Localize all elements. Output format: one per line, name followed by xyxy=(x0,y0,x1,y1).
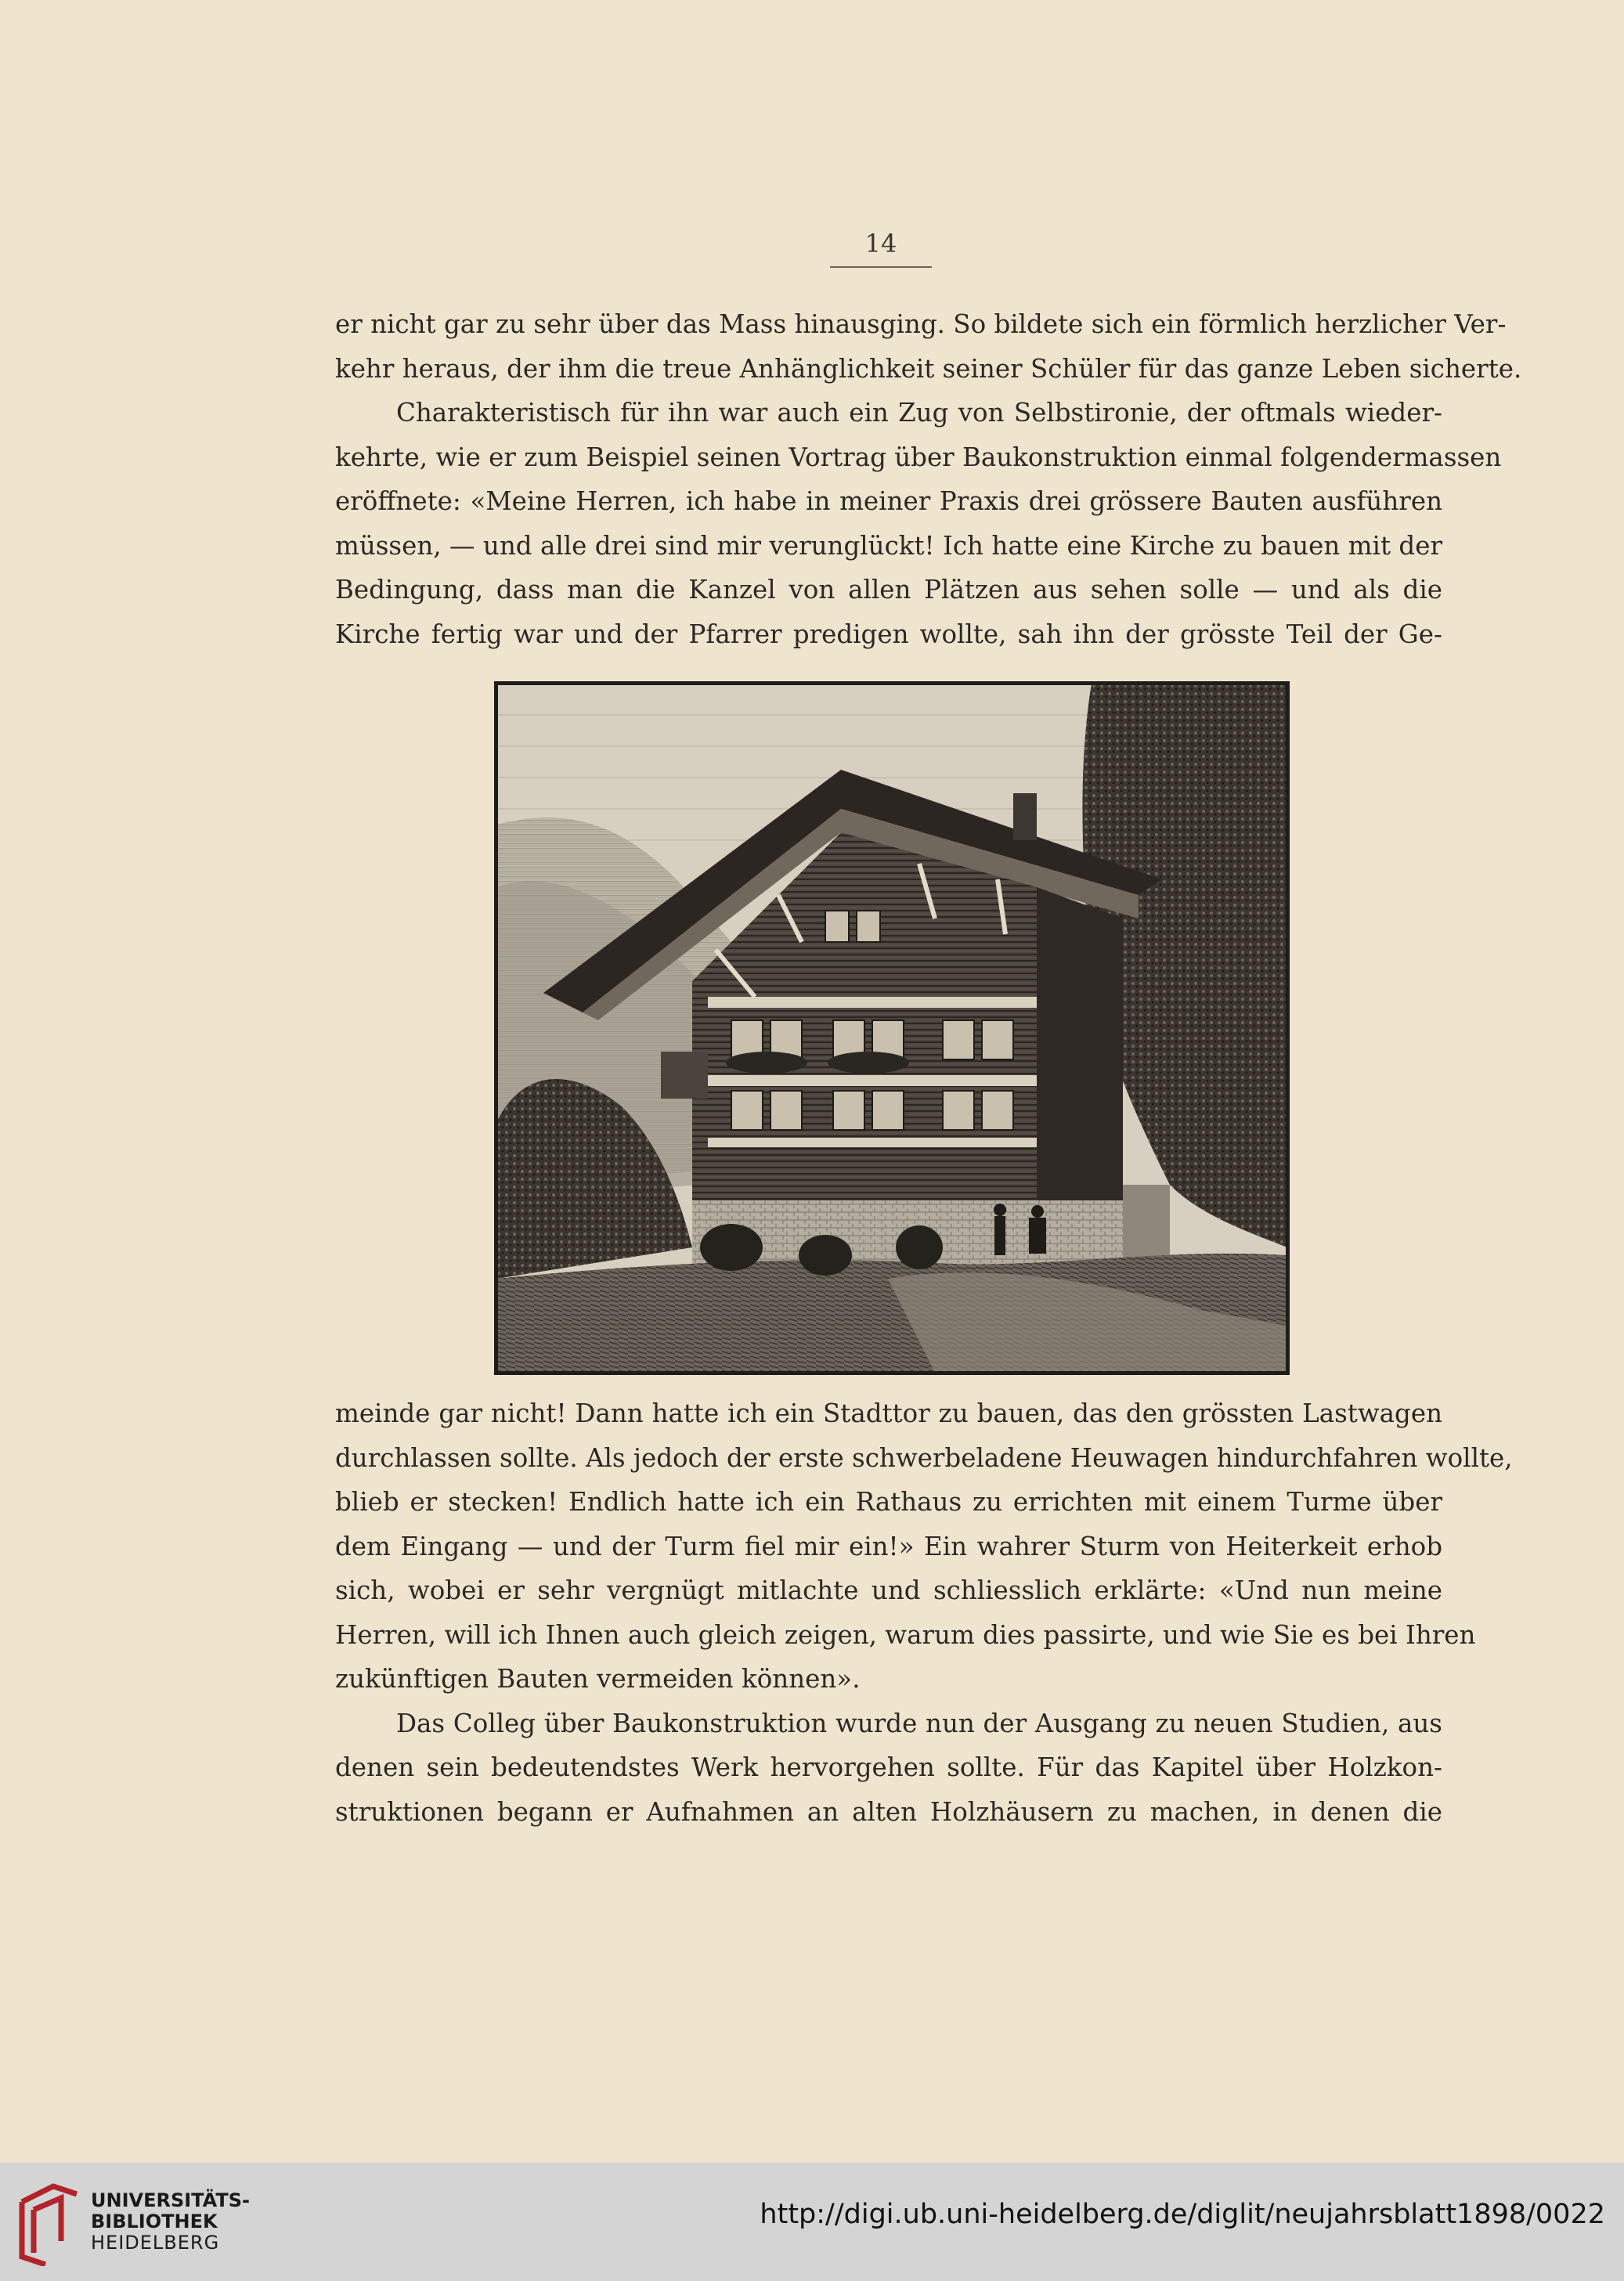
text-line: blieb er stecken! Endlich hatte ich ein Rathaus zu errichten mit einem Turme über xyxy=(335,1487,1442,1517)
chalet-engraving xyxy=(494,681,1290,1375)
text-line: struktionen begann er Aufnahmen an alten Holzhäusern zu machen, in denen die xyxy=(335,1796,1442,1827)
text-line: eröffnete: «Meine Herren, ich habe in meiner Praxis drei grössere Bauten ausführen xyxy=(335,486,1442,516)
permalink-url[interactable]: http://digi.ub.uni-heidelberg.de/diglit/neujahrsblatt1898/0022 xyxy=(760,2199,1605,2230)
library-name-line-3: HEIDELBERG xyxy=(91,2232,220,2254)
library-name-line-2: BIBLIOTHEK xyxy=(91,2211,218,2232)
text-line: er nicht gar zu sehr über das Mass hinausging. So bildete sich ein förmlich herzlicher Ver- xyxy=(335,309,1507,339)
text-line: meinde gar nicht! Dann hatte ich ein Stadttor zu bauen, das den grössten Lastwagen xyxy=(335,1399,1442,1428)
library-logo-icon xyxy=(14,2178,85,2266)
text-line: Kirche fertig war und der Pfarrer predigen wollte, sah ihn der grösste Teil der Ge- xyxy=(335,619,1442,649)
text-line: Herren, will ich Ihnen auch gleich zeigen, warum dies passirte, und wie Sie es bei Ihren xyxy=(335,1619,1476,1650)
text-line: kehrte, wie er zum Beispiel seinen Vortrag über Baukonstruktion einmal folgendermassen xyxy=(335,442,1502,472)
text-block-top xyxy=(335,302,1522,656)
text-line: dem Eingang — und der Turm fiel mir ein!» Ein wahrer Sturm von Heiterkeit erhob xyxy=(335,1531,1442,1561)
text-line: Bedingung, dass man die Kanzel von allen Plätzen aus sehen solle — und als die xyxy=(335,575,1442,605)
library-name-line-1: UNIVERSITÄTS- xyxy=(91,2189,251,2211)
library-name xyxy=(91,2190,250,2254)
text-line: sich, wobei er sehr vergnügt mitlachte und schliesslich erklärte: «Und nun meine xyxy=(335,1575,1442,1605)
text-line: durchlassen sollte. Als jedoch der erste schwerbeladene Heuwagen hindurchfahren wollte, xyxy=(335,1442,1513,1473)
page-number: 14 xyxy=(830,229,932,268)
text-line: müssen, — und alle drei sind mir verunglückt! Ich hatte eine Kirche zu bauen mit der xyxy=(335,530,1442,561)
text-line: Charakteristisch für ihn war auch ein Zug von Selbstironie, der oftmals wieder- xyxy=(396,398,1442,428)
text-line: Das Colleg über Baukonstruktion wurde nun der Ausgang zu neuen Studien, aus xyxy=(396,1708,1442,1738)
text-line: zukünftigen Bauten vermeiden können». xyxy=(335,1664,861,1694)
text-line: denen sein bedeutendstes Werk hervorgehen sollte. Für das Kapitel über Holzkon- xyxy=(335,1752,1442,1782)
text-block-bottom xyxy=(335,1391,1513,1834)
text-line: kehr heraus, der ihm die treue Anhänglichkeit seiner Schüler für das ganze Leben sicherte. xyxy=(335,353,1522,384)
